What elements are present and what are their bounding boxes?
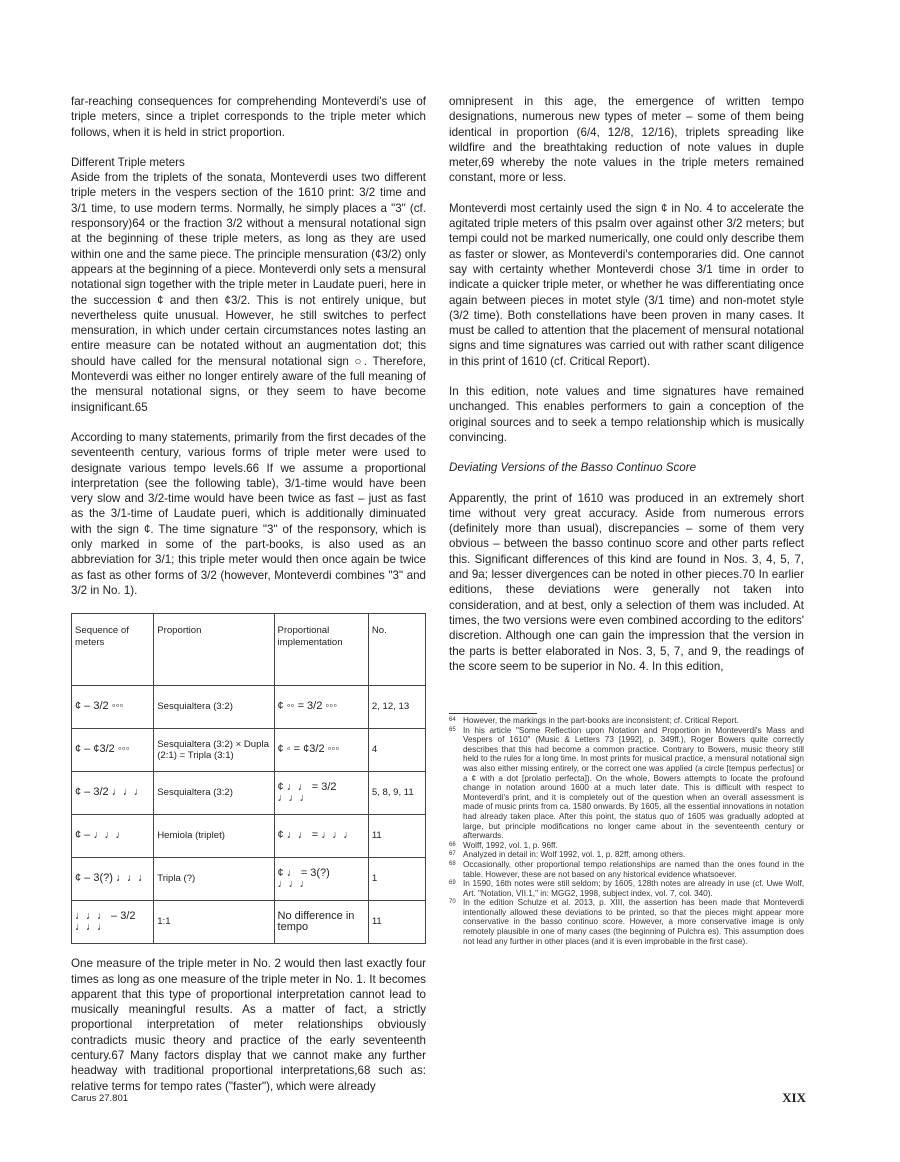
table-cell: ♩♩♩ – 3/2 ♩♩♩ — [72, 901, 154, 944]
footnote-text: In 1590, 16th notes were still seldom; by 1605, 128th notes are already in use (cf. Uwe Wolf, Art. "Notation, VII.1," in: MGG2, 1998, subject index, vol. 7, col. 340). — [463, 879, 804, 898]
footnote-number: 64 — [449, 717, 456, 723]
right-column — [449, 94, 804, 674]
footnote-number: 66 — [449, 841, 456, 848]
table-header-row — [72, 614, 426, 686]
footnote — [449, 716, 804, 726]
paragraph: Aside from the triplets of the sonata, Monteverdi uses two different triple meters in the vespers section of the 1610 print: 3/2 time and 3/1 time, to use modern terms. Normally, he simply places a "3" (cf. responsory)64 or the fraction 3/2 without a mensural notational sign at the beginning of these triple meters, as long as they are used within one and the same piece. The principle mensuration (¢3/2) only appears at the beginning of a piece. Monteverdi only sets a mensural notational sign together with the triple meter in Laudate pueri, here in the succession ¢ and then ¢3/2. This is not entirely unique, but nevertheless quite unusual. However, he still switches to perfect mensuration, in which under certain circumstances notes lasting an entire measure can be notated without an augmentation dot; this should have called for the mensural notational sign ○. Therefore, Monteverdi was either no longer entirely aware of the full meaning of the mensural notational signs, or they seem to have become insignificant.65 — [71, 171, 426, 414]
table-header-cell: Proportional implementation — [274, 614, 368, 686]
table-row — [72, 772, 426, 815]
footnote-text: In his article "Some Reflection upon Notation and Proportion in Monteverdi's Mass and Vespers of 1610" (Music & Letters 73 [1992], p. 349ff.), Roger Bowers quite correctly describes that this had become a common practice. Contrary to Bowers, music theory still held to the rules for a long time. In most prints for musical practice, a mensural notational sign was also either missing entirely, or the correct one was applied (a circle [tempus perfectus] or a ¢ with a dot [prolatio perfecta]). On the whole, Bowers attempts to locate the profound change in notation around 1600 at a much later date. This is difficult with respect to Monteverdi's print, and it is completely out of the question when an overall assessment is made of music prints from ca. 1580 onwards. By 1605, all the essential innovations in notation had already taken place. After this point, the status quo of 1605 was gradually adopted at large, but principle modifications no longer came about in the seventeenth century or afterwards. — [463, 725, 804, 841]
table-row — [72, 858, 426, 901]
footnote-number: 70 — [449, 899, 456, 906]
table-cell: ¢ ♩♩ = ♩♩♩ — [274, 815, 368, 858]
footnote-number: 65 — [449, 726, 456, 733]
table-cell: ¢ – 3(?) ♩♩♩ — [72, 858, 154, 901]
table-cell: ¢ ◦ = ¢3/2 ◦◦◦ — [274, 729, 368, 772]
paragraph: According to many statements, primarily from the first decades of the seventeenth century, various forms of triple meter were used to designate various tempo levels.66 If we assume a proportional interpretation (see the following table), 3/1-time would have been very slow and 3/2-time would have been twice as fast – just as fast as the 3/1-time of Laudate pueri, which is additionally diminuated with the sign ¢. The time signature "3" of the responsory, which is only marked in some of the part-books, is also used as an abbreviation for 3/1; this triple meter would then once again be twice as fast as other forms of 3/2 (however, Monteverdi combines "3" and 3/2 in No. 1). — [71, 430, 426, 597]
table-header-cell: Proportion — [154, 614, 274, 686]
footnote — [449, 841, 804, 851]
footnote-number: 67 — [449, 851, 456, 858]
footnote-text: However, the markings in the part-books are inconsistent; cf. Critical Report. — [463, 716, 739, 725]
table-cell: ¢ ♩♩ = 3/2 ♩♩♩ — [274, 772, 368, 815]
table-cell: ¢ – ¢3/2 ◦◦◦ — [72, 729, 154, 772]
table-cell: 11 — [368, 815, 425, 858]
footnote — [449, 850, 804, 860]
table-cell: Sesquialtera (3:2) — [154, 772, 274, 815]
table-cell: Sesquialtera (3:2) — [154, 686, 274, 729]
paragraph: omnipresent in this age, the emergence of written tempo designations, numerous new types of meter – some of them being identical in proportion (6/4, 12/8, 12/16), triplets spreading like wildfire and the breathtaking reduction of note values in duple meter,69 whereby the note values in the triple meters remained constant, more or less. — [449, 95, 804, 185]
footnote-number: 68 — [449, 860, 456, 867]
table-cell: ¢ – ♩♩♩ — [72, 815, 154, 858]
table-cell: 1 — [368, 858, 425, 901]
paragraph: One measure of the triple meter in No. 2 would then last exactly four times as long as one measure of the triple meter in No. 1. It becomes apparent that this type of proportional interpretation cannot lead to musically meaningful results. As a matter of fact, a strictly proportional interpretation of meter relationships obviously contradicts music theory and practice of the early seventeenth century.67 Many factors display that we cannot make any further headway with traditional proportional interpretations,68 such as: relative terms for tempo rates ("faster"), which were already — [71, 957, 426, 1093]
footnote-text: In the edition Schulze et al. 2013, p. XIII, the assertion has been made that Monteverdi intentionally allowed these deviations to be printed, so that the pieces might appear more conservative in the basso continuo score. However, a more conservative image is only remotely plausible in one of many cases (the beginning of Pulchra es). This assumption does not lead any further in other places (and it is even improbable in the first case). — [463, 898, 804, 946]
footnote — [449, 898, 804, 946]
footnote-text: Analyzed in detail in: Wolf 1992, vol. 1, p. 82ff, among others. — [463, 850, 686, 860]
section-heading: Deviating Versions of the Basso Continuo Score — [449, 461, 697, 475]
table-cell: Hemiola (triplet) — [154, 815, 274, 858]
table-cell: Tripla (?) — [154, 858, 274, 901]
left-column — [71, 94, 426, 1094]
table-header-cell: Sequence of meters — [72, 614, 154, 686]
table-cell: 5, 8, 9, 11 — [368, 772, 425, 815]
meter-table — [71, 613, 426, 944]
paragraph: far-reaching consequences for comprehending Monteverdi's use of triple meters, since a triplet corresponds to the triple meter which follows, when it is held in strict proportion. — [71, 95, 426, 139]
table-cell: 1:1 — [154, 901, 274, 944]
table-row — [72, 901, 426, 944]
table-cell: ¢ – 3/2 ◦◦◦ — [72, 686, 154, 729]
paragraph: Monteverdi most certainly used the sign ¢ in No. 4 to accelerate the agitated triple meters of this psalm over against other 3/2 meters; but tempi could not be marked numerically, one could only describe them as faster or slower, as Monteverdi's contemporaries did. One cannot say with certainty whether Monteverdi chose 3/1 time in order to indicate a quicker triple meter, or whether he was differentiating once again between pieces in motet style (3/1 time) and non-motet style (3/2 time). Both constellations have been proven in many cases. It must be called to attention that the placement of mensural notational signs and time signatures was carried out with rather scant diligence in this print of 1610 (cf. Critical Report). — [449, 201, 804, 368]
footnote — [449, 860, 804, 879]
table-row — [72, 815, 426, 858]
footnote-text: Occasionally, other proportional tempo relationships are named than the ones found in the table. However, these are not based on any historical evidence whatsoever. — [463, 859, 804, 879]
table-cell: 2, 12, 13 — [368, 686, 425, 729]
table-row — [72, 686, 426, 729]
table-cell: 4 — [368, 729, 425, 772]
table-cell: No difference in tempo — [274, 901, 368, 944]
table-cell: ¢ ◦◦ = 3/2 ◦◦◦ — [274, 686, 368, 729]
section-heading: Different Triple meters — [71, 155, 185, 169]
footnote — [449, 879, 804, 898]
footnote-divider — [449, 713, 537, 714]
table-row — [72, 729, 426, 772]
footnotes — [449, 716, 804, 946]
paragraph: Apparently, the print of 1610 was produced in an extremely short time without very great accuracy. Aside from numerous errors (definitely more than usual), discrepancies – some of them very obvious – between the basso continuo score and other parts reflect this. Significant differences of this kind are found in Nos. 3, 4, 5, 7, and 9a; lesser divergences can be noted in other pieces.70 In earlier editions, these deviations were generally not taken into consideration, and at best, only a selection of them was included. At times, the two versions were even combined according to the editors' discretion. Although one can gain the impression that the version in the parts is better elaborated in Nos. 3, 5, 7, and 9, the readings of the score seem to be superior in No. 4. In this edition, — [449, 491, 804, 673]
footnote-number: 69 — [449, 880, 456, 887]
table-cell: ¢ – 3/2 ♩♩♩ — [72, 772, 154, 815]
table-cell: 11 — [368, 901, 425, 944]
table-cell: ¢ ♩ = 3(?) ♩♩♩ — [274, 858, 368, 901]
paragraph: In this edition, note values and time signatures have remained unchanged. This enables performers to gain a conception of the original sources and to seek a tempo relationship which is musically convincing. — [449, 385, 804, 444]
footnote-text: Wolff, 1992, vol. 1, p. 96ff. — [463, 840, 558, 850]
table-header-cell: No. — [368, 614, 425, 686]
footnote — [449, 726, 804, 841]
page-number: XIX — [782, 1090, 806, 1105]
table-cell: Sesquialtera (3:2) × Dupla (2:1) = Tripla (3:1) — [154, 729, 274, 772]
publisher-reference: Carus 27.801 — [71, 1093, 129, 1104]
